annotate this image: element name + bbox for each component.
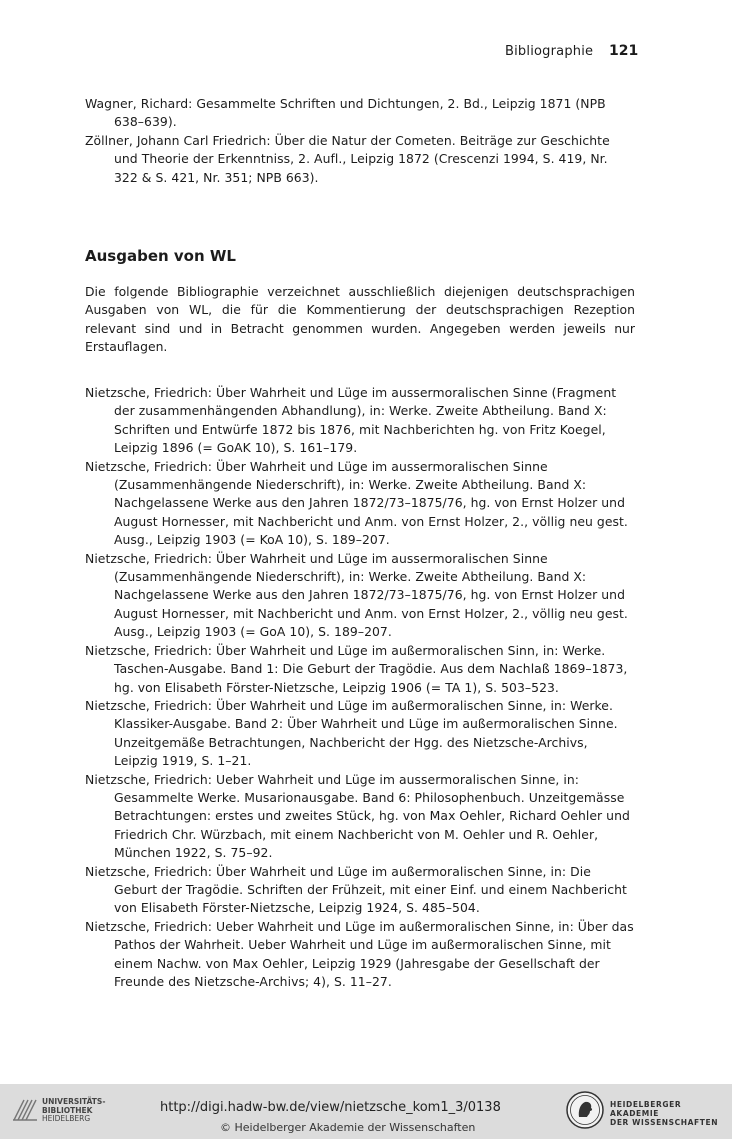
academy-name: HEIDELBERGER AKADEMIE DER WISSENSCHAFTEN	[610, 1100, 719, 1127]
bibliography-entry: Nietzsche, Friedrich: Über Wahrheit und Lüge im außermoralischen Sinne, in: Die Geburt der Tragödie. Schriften der Frühzeit, mit einer Einf. und einem Nachbericht von Elisabeth Förster-Nietzsche, Leipzig 1924, S. 485–504.	[85, 863, 627, 916]
bibliography-entry: Nietzsche, Friedrich: Über Wahrheit und Lüge im aussermoralischen Sinne (Fragment der zusammenhängenden Abhandlung), in: Werke. Zweite Abtheilung. Band X: Schriften und Entwürfe 1872 bis 1876, mit Nachberichten hg. von Fritz Koegel, Leipzig 1896 (= GoAK 10), S. 161–179.	[85, 385, 617, 456]
bibliography-entry: Nietzsche, Friedrich: Über Wahrheit und Lüge im außermoralischen Sinne, in: Werke. Klassiker-Ausgabe. Band 2: Über Wahrheit und Lüge im außermoralischen Sinne. Unzeitgemäße Betrachtungen, Nachbericht der Hgg. des Nietzsche-Archivs, Leipzig 1919, S. 1–21.	[85, 697, 618, 769]
bibliography-entry: Nietzsche, Friedrich: Über Wahrheit und Lüge im außermoralischen Sinn, in: Werke. Taschen-Ausgabe. Band 1: Die Geburt der Tragödie. Aus dem Nachlaß 1869–1873, hg. von Elisabeth Förster-Nietzsche, Leipzig 1906 (= TA 1), S. 503–523.	[85, 642, 628, 695]
academy-seal-icon	[565, 1090, 605, 1130]
bibliography-list-editions	[85, 384, 635, 991]
bibliography-list-top	[85, 95, 635, 187]
bibliography-entry: Wagner, Richard: Gesammelte Schriften und Dichtungen, 2. Bd., Leipzig 1871 (NPB 638–639).	[85, 96, 606, 130]
bibliography-entry: Nietzsche, Friedrich: Über Wahrheit und Lüge im aussermoralischen Sinne (Zusammenhängende Niederschrift), in: Werke. Zweite Abtheilung. Band X: Nachgelassene Werke aus den Jahren 1872/73–1875/76, hg. von Ernst Holzer und August Hornesser, mit Nachbericht und Anm. von Ernst Holzer, 2., völlig neu gest. Ausg., Leipzig 1903 (= KoA 10), S. 189–207.	[85, 458, 628, 548]
library-logo-icon	[10, 1094, 40, 1124]
section-intro: Die folgende Bibliographie verzeichnet ausschließlich diejenigen deutschsprachigen Ausgaben von WL, die für die Kommentierung der deutschsprachigen Rezeption relevant sind und in Betracht genommen wurden. Angegeben werden jeweils nur Erstauflagen.	[85, 284, 635, 355]
section-heading: Ausgaben von WL	[85, 247, 236, 265]
bibliography-entry: Nietzsche, Friedrich: Über Wahrheit und Lüge im aussermoralischen Sinne (Zusammenhängende Niederschrift), in: Werke. Zweite Abtheilung. Band X: Nachgelassene Werke aus den Jahren 1872/73–1875/76, hg. von Ernst Holzer und August Hornesser, mit Nachbericht und Anm. von Ernst Holzer, 2., völlig neu gest. Ausg., Leipzig 1903 (= GoA 10), S. 189–207.	[85, 550, 628, 640]
permalink-url[interactable]: http://digi.hadw-bw.de/view/nietzsche_kom1_3/0138	[160, 1100, 501, 1115]
library-name: UNIVERSITÄTS- BIBLIOTHEK HEIDELBERG	[42, 1097, 106, 1123]
bibliography-entry: Nietzsche, Friedrich: Ueber Wahrheit und Lüge im außermoralischen Sinne, in: Über das Pathos der Wahrheit. Ueber Wahrheit und Lüge im außermoralischen Sinne, mit einem Nachw. von Max Oehler, Leipzig 1929 (Jahresgabe der Gesellschaft der Freunde des Nietzsche-Archivs; 4), S. 11–27.	[85, 918, 634, 989]
footer-bar	[0, 1084, 732, 1139]
page-number: 121	[609, 43, 639, 59]
bibliography-entry: Nietzsche, Friedrich: Ueber Wahrheit und Lüge im aussermoralischen Sinne, in: Gesammelte Werke. Musarionausgabe. Band 6: Philosophenbuch. Unzeitgemässe Betrachtungen: erstes und zweites Stück, hg. von Max Oehler, Richard Oehler und Friedrich Chr. Würzbach, mit einem Nachbericht von M. Oehler und R. Oehler, München 1922, S. 75–92.	[85, 771, 630, 861]
running-header-title: Bibliographie	[505, 44, 594, 59]
copyright-notice: © Heidelberger Akademie der Wissenschaften	[220, 1121, 476, 1134]
bibliography-entry: Zöllner, Johann Carl Friedrich: Über die Natur der Cometen. Beiträge zur Geschichte und Theorie der Erkenntniss, 2. Aufl., Leipzig 1872 (Crescenzi 1994, S. 419, Nr. 322 & S. 421, Nr. 351; NPB 663).	[85, 132, 610, 185]
